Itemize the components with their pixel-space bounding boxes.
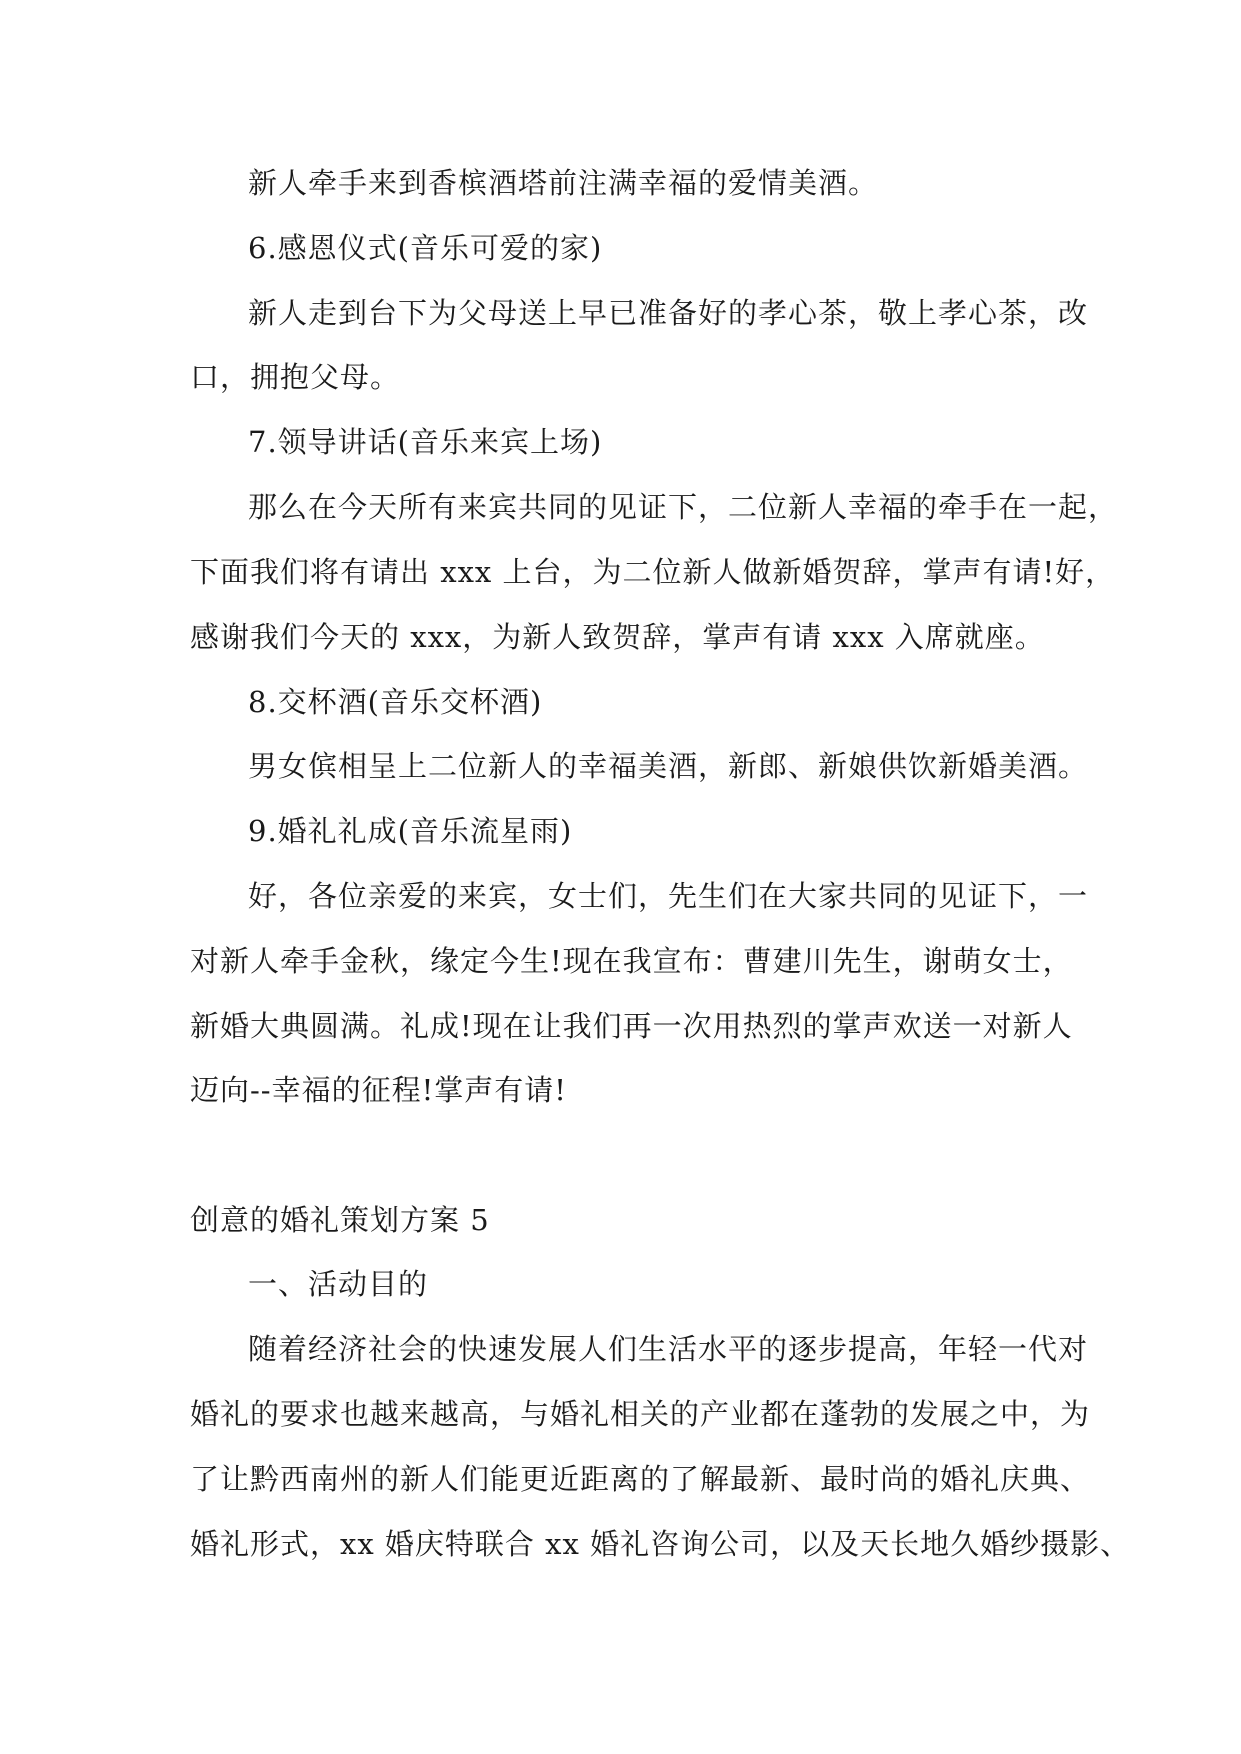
paragraph-line: 随着经济社会的快速发展人们生活水平的逐步提高，年轻一代对: [248, 1332, 1089, 1366]
paragraph-line: 了让黔西南州的新人们能更近距离的了解最新、最时尚的婚礼庆典、: [190, 1462, 1091, 1496]
paragraph-line: 感谢我们今天的 xxx，为新人致贺辞，掌声有请 xxx 入席就座。: [190, 620, 1045, 654]
paragraph-line: 新人走到台下为父母送上早已准备好的孝心茶，敬上孝心茶，改: [248, 296, 1089, 330]
section-heading-6: 6.感恩仪式(音乐可爱的家): [248, 231, 603, 265]
paragraph-line: 婚礼形式，xx 婚庆特联合 xx 婚礼咨询公司，以及天长地久婚纱摄影、: [190, 1527, 1131, 1561]
section-heading-9: 9.婚礼礼成(音乐流星雨): [248, 814, 573, 848]
paragraph-line: 口，拥抱父母。: [190, 360, 401, 394]
section-heading-8: 8.交杯酒(音乐交杯酒): [248, 685, 543, 719]
paragraph-line: 新人牵手来到香槟酒塔前注满幸福的爱情美酒。: [248, 166, 879, 200]
paragraph-line: 对新人牵手金秋，缘定今生!现在我宣布：曹建川先生，谢萌女士，: [190, 944, 1073, 978]
section-heading-7: 7.领导讲话(音乐来宾上场): [248, 425, 603, 459]
document-title: 创意的婚礼策划方案 5: [190, 1203, 490, 1237]
paragraph-line: 下面我们将有请出 xxx 上台，为二位新人做新婚贺辞，掌声有请!好，: [190, 555, 1116, 589]
paragraph-line: 婚礼的要求也越来越高，与婚礼相关的产业都在蓬勃的发展之中，为: [190, 1397, 1091, 1431]
paragraph-line: 新婚大典圆满。礼成!现在让我们再一次用热烈的掌声欢送一对新人: [190, 1009, 1073, 1043]
paragraph-line: 那么在今天所有来宾共同的见证下，二位新人幸福的牵手在一起，: [248, 490, 1119, 524]
section-heading-1: 一、活动目的: [248, 1267, 429, 1301]
paragraph-line: 迈向--幸福的征程!掌声有请!: [190, 1073, 567, 1107]
paragraph-line: 男女傧相呈上二位新人的幸福美酒，新郎、新娘供饮新婚美酒。: [248, 749, 1089, 783]
paragraph-line: 好，各位亲爱的来宾，女士们，先生们在大家共同的见证下，一: [248, 879, 1089, 913]
